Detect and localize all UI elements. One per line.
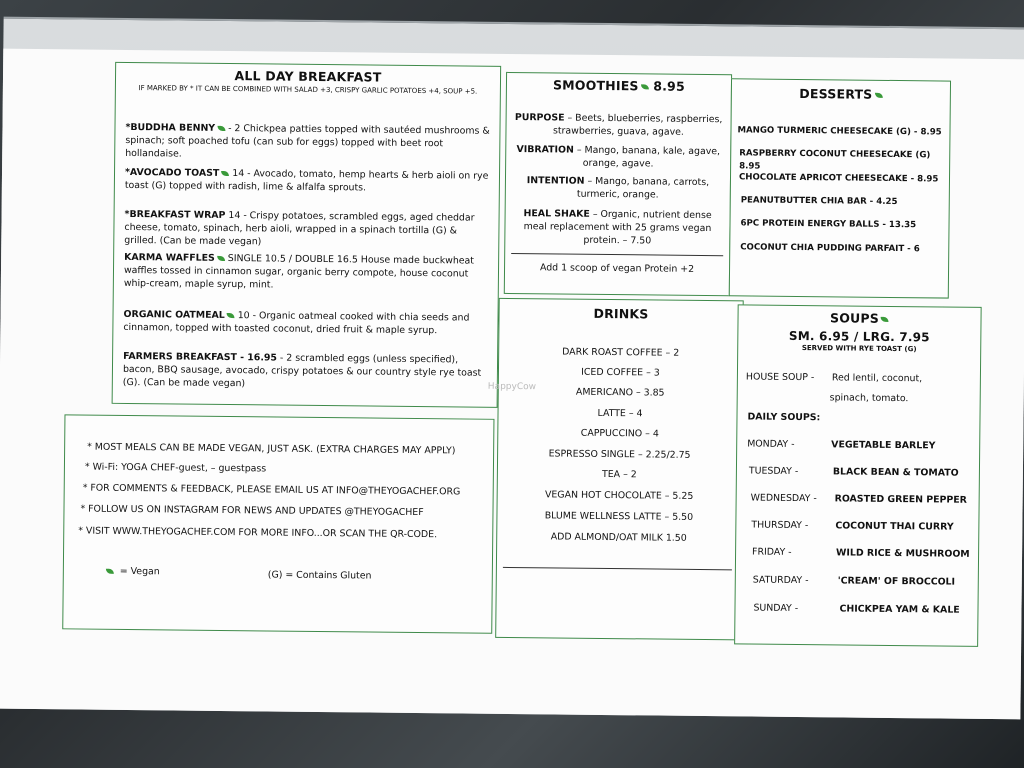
- soups-served: SERVED WITH RYE TOAST (G): [801, 344, 917, 354]
- soups-prices: SM. 6.95 / LRG. 7.95: [788, 328, 930, 345]
- soup-name: WILD RICE & MUSHROOM: [836, 547, 970, 560]
- soup-name: COCONUT THAI CURRY: [835, 520, 954, 533]
- vegan-leaf-icon: [106, 569, 114, 574]
- menu-item: KARMA WAFFLES SINGLE 10.5 / DOUBLE 16.5 House made buckwheat waffles tossed in cinnamon sugar, organic berry compote, house coconut whip-cream, maple syrup, mint.: [123, 251, 475, 291]
- drink-item: CAPPUCCINO – 4: [580, 427, 659, 440]
- menu-item: FARMERS BREAKFAST - 16.95 - 2 scrambled eggs (unless specified), bacon, BBQ sausage, avocado, crispy potatoes & our country style rye toast (G). (Can be made vegan): [122, 350, 482, 390]
- soups-title: SOUPS: [738, 309, 980, 327]
- legend-gluten: (G) = Contains Gluten: [267, 569, 372, 582]
- note-line: * FOR COMMENTS & FEEDBACK, PLEASE EMAIL US AT INFO@THEYOGACHEF.ORG: [82, 482, 461, 498]
- menu-item: ORGANIC OATMEAL 10 - Organic oatmeal cooked with chia seeds and cinnamon, topped with toasted coconut, dried fruit & maple syrup.: [123, 308, 470, 337]
- soup-name: VEGETABLE BARLEY: [831, 439, 936, 452]
- soup-name: ROASTED GREEN PEPPER: [834, 493, 967, 506]
- smoothies-section: [504, 72, 732, 296]
- vegan-leaf-icon: [881, 317, 889, 322]
- house-soup-desc: Red lentil, coconut,: [831, 372, 923, 385]
- soup-name: 'CREAM' OF BROCCOLI: [837, 575, 956, 588]
- soup-day: SUNDAY -: [753, 602, 799, 615]
- notes-section: [62, 414, 494, 633]
- menu-item: *AVOCADO TOAST 14 - Avocado, tomato, hemp hearts & herb aioli on rye toast (G) topped with radish, lime & alfalfa sprouts.: [124, 166, 489, 194]
- vegan-leaf-icon: [217, 126, 225, 131]
- soup-day: SATURDAY -: [752, 574, 809, 587]
- soup-day: MONDAY -: [747, 438, 795, 450]
- dessert-item: RASPBERRY COCONUT CHEESECAKE (G) 8.95: [739, 148, 931, 172]
- dessert-item: MANGO TURMERIC CHEESECAKE (G) - 8.95: [737, 125, 942, 138]
- smoothie-item: VIBRATION – Mango, banana, kale, agave, orange, agave.: [516, 144, 721, 170]
- drink-item: BLUME WELLNESS LATTE – 5.50: [544, 510, 694, 523]
- drink-item: TEA – 2: [601, 468, 637, 481]
- smoothies-title: SMOOTHIES 8.95: [552, 77, 685, 94]
- dessert-item: CHOCOLATE APRICOT CHEESECAKE - 8.95: [738, 172, 939, 185]
- smoothie-item: INTENTION – Mango, banana, carrots, turmeric, orange.: [526, 175, 710, 201]
- soup-day: FRIDAY -: [752, 546, 792, 558]
- menu-item: *BUDDHA BENNY - 2 Chickpea patties topped with sautéed mushrooms & spinach; soft poached tofu (can sub for eggs) topped with beet root hollandaise.: [125, 121, 490, 160]
- vegan-leaf-icon: [641, 84, 649, 89]
- drink-item: AMERICANO – 3.85: [575, 386, 665, 399]
- drink-item: ESPRESSO SINGLE – 2.25/2.75: [548, 448, 691, 461]
- breakfast-title: ALL DAY BREAKFAST: [234, 68, 382, 85]
- menu-item: *BREAKFAST WRAP 14 - Crispy potatoes, scrambled eggs, aged cheddar cheese, tomato, spinach, herb aioli, wrapped in a spinach tortilla (G) & grilled. (Can be made vegan): [124, 208, 475, 248]
- soups-section: [734, 304, 982, 647]
- vegan-leaf-icon: [874, 93, 882, 98]
- drink-item: DARK ROAST COFFEE – 2: [562, 346, 680, 359]
- desserts-section: [729, 78, 951, 298]
- drinks-title: DRINKS: [593, 305, 649, 322]
- menu-sheet: [0, 49, 1024, 720]
- smoothie-item: PURPOSE – Beets, blueberries, raspberries, strawberries, guava, agave.: [514, 112, 723, 138]
- soup-day: WEDNESDAY -: [750, 492, 817, 505]
- drink-item: ADD ALMOND/OAT MILK 1.50: [550, 531, 687, 544]
- note-line: * VISIT WWW.THEYOGACHEF.COM FOR MORE INFO...OR SCAN THE QR-CODE.: [78, 525, 438, 541]
- breakfast-subtitle: IF MARKED BY * IT CAN BE COMBINED WITH SALAD +3, CRISPY GARLIC POTATOES +4, SOUP +5.: [138, 84, 478, 96]
- drink-item: VEGAN HOT CHOCOLATE – 5.25: [544, 489, 694, 502]
- soup-day: TUESDAY -: [748, 465, 799, 478]
- dessert-item: 6PC PROTEIN ENERGY BALLS - 13.35: [740, 218, 917, 231]
- soup-name: CHICKPEA YAM & KALE: [839, 603, 960, 616]
- dessert-item: COCONUT CHIA PUDDING PARFAIT - 6: [740, 242, 920, 255]
- note-line: * Wi-Fi: YOGA CHEF-guest, – guestpass: [84, 461, 267, 475]
- smoothie-addon: Add 1 scoop of vegan Protein +2: [539, 262, 695, 275]
- menu-sleeve: [0, 17, 1024, 720]
- dessert-item: PEANUTBUTTER CHIA BAR - 4.25: [740, 195, 898, 208]
- soup-day: THURSDAY -: [751, 519, 809, 532]
- house-soup-desc: spinach, tomato.: [829, 392, 909, 405]
- house-soup-label: HOUSE SOUP -: [745, 371, 815, 384]
- legend-vegan: = Vegan: [104, 566, 160, 578]
- drink-item: LATTE – 4: [597, 407, 643, 420]
- smoothie-item: HEAL SHAKE – Organic, nutrient dense meal replacement with 25 grams vegan protein. – 7.50: [523, 208, 712, 247]
- divider: [503, 567, 732, 570]
- note-line: * FOLLOW US ON INSTAGRAM FOR NEWS AND UPDATES @THEYOGACHEF: [80, 503, 424, 519]
- breakfast-section: [112, 62, 502, 408]
- daily-soups-label: DAILY SOUPS:: [747, 411, 821, 424]
- note-line: * MOST MEALS CAN BE MADE VEGAN, JUST ASK. (EXTRA CHARGES MAY APPLY): [87, 441, 456, 457]
- vegan-leaf-icon: [217, 256, 225, 261]
- watermark: HappyCow: [487, 381, 537, 393]
- drinks-section: [495, 298, 744, 641]
- desserts-title: DESSERTS: [732, 85, 950, 102]
- drink-item: ICED COFFEE – 3: [581, 366, 660, 379]
- divider: [511, 253, 723, 256]
- soup-name: BLACK BEAN & TOMATO: [832, 466, 959, 479]
